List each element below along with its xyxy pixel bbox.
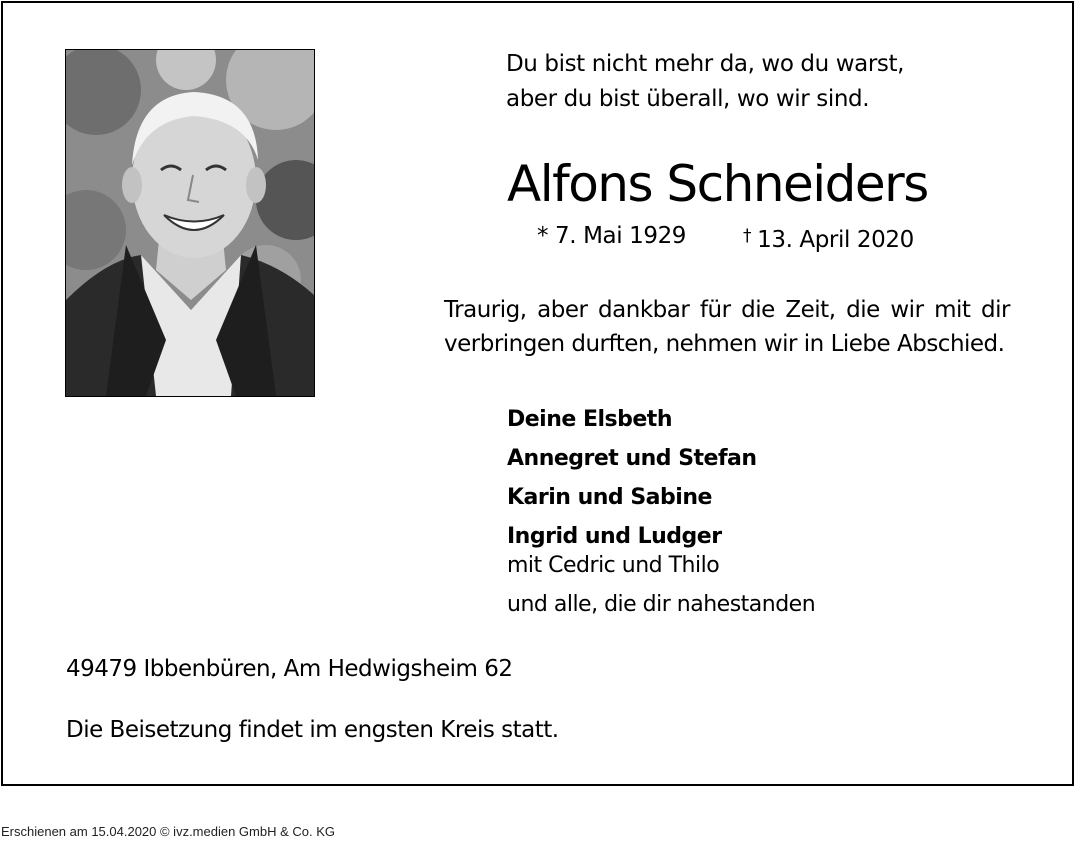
address: 49479 Ibbenbüren, Am Hedwigsheim 62 (66, 656, 513, 682)
memorial-quote (506, 47, 1026, 117)
family-member: Deine Elsbeth (507, 407, 672, 432)
obituary-notice (1, 1, 1074, 786)
dagger-icon: † (743, 226, 752, 246)
burial-note: Die Beisetzung findet im engsten Kreis statt. (66, 717, 559, 743)
family-extra: mit Cedric und Thilo (507, 553, 720, 578)
family-member: Ingrid und Ludger (507, 524, 722, 549)
quote-line: aber du bist überall, wo wir sind. (506, 86, 870, 112)
deceased-name: Alfons Schneiders (507, 155, 928, 213)
mourning-text (444, 293, 1010, 361)
family-member: Karin und Sabine (507, 485, 712, 510)
family-closing: und alle, die dir nahestanden (507, 592, 816, 617)
death-date: 13. April 2020 (757, 227, 914, 253)
publication-footer: Erschienen am 15.04.2020 © ivz.medien GmbH & Co. KG (1, 824, 336, 839)
mourning-line: verbringen durften, nehmen wir in Liebe Abschied. (444, 331, 1005, 357)
mourning-line: Traurig, aber dankbar für die Zeit, die wir mit dir (444, 297, 1010, 323)
quote-line: Du bist nicht mehr da, wo du warst, (506, 51, 904, 77)
portrait-photo (65, 49, 315, 397)
family-member: Annegret und Stefan (507, 446, 757, 471)
death-date-wrap (743, 221, 914, 255)
birth-date: * 7. Mai 1929 (537, 223, 687, 249)
